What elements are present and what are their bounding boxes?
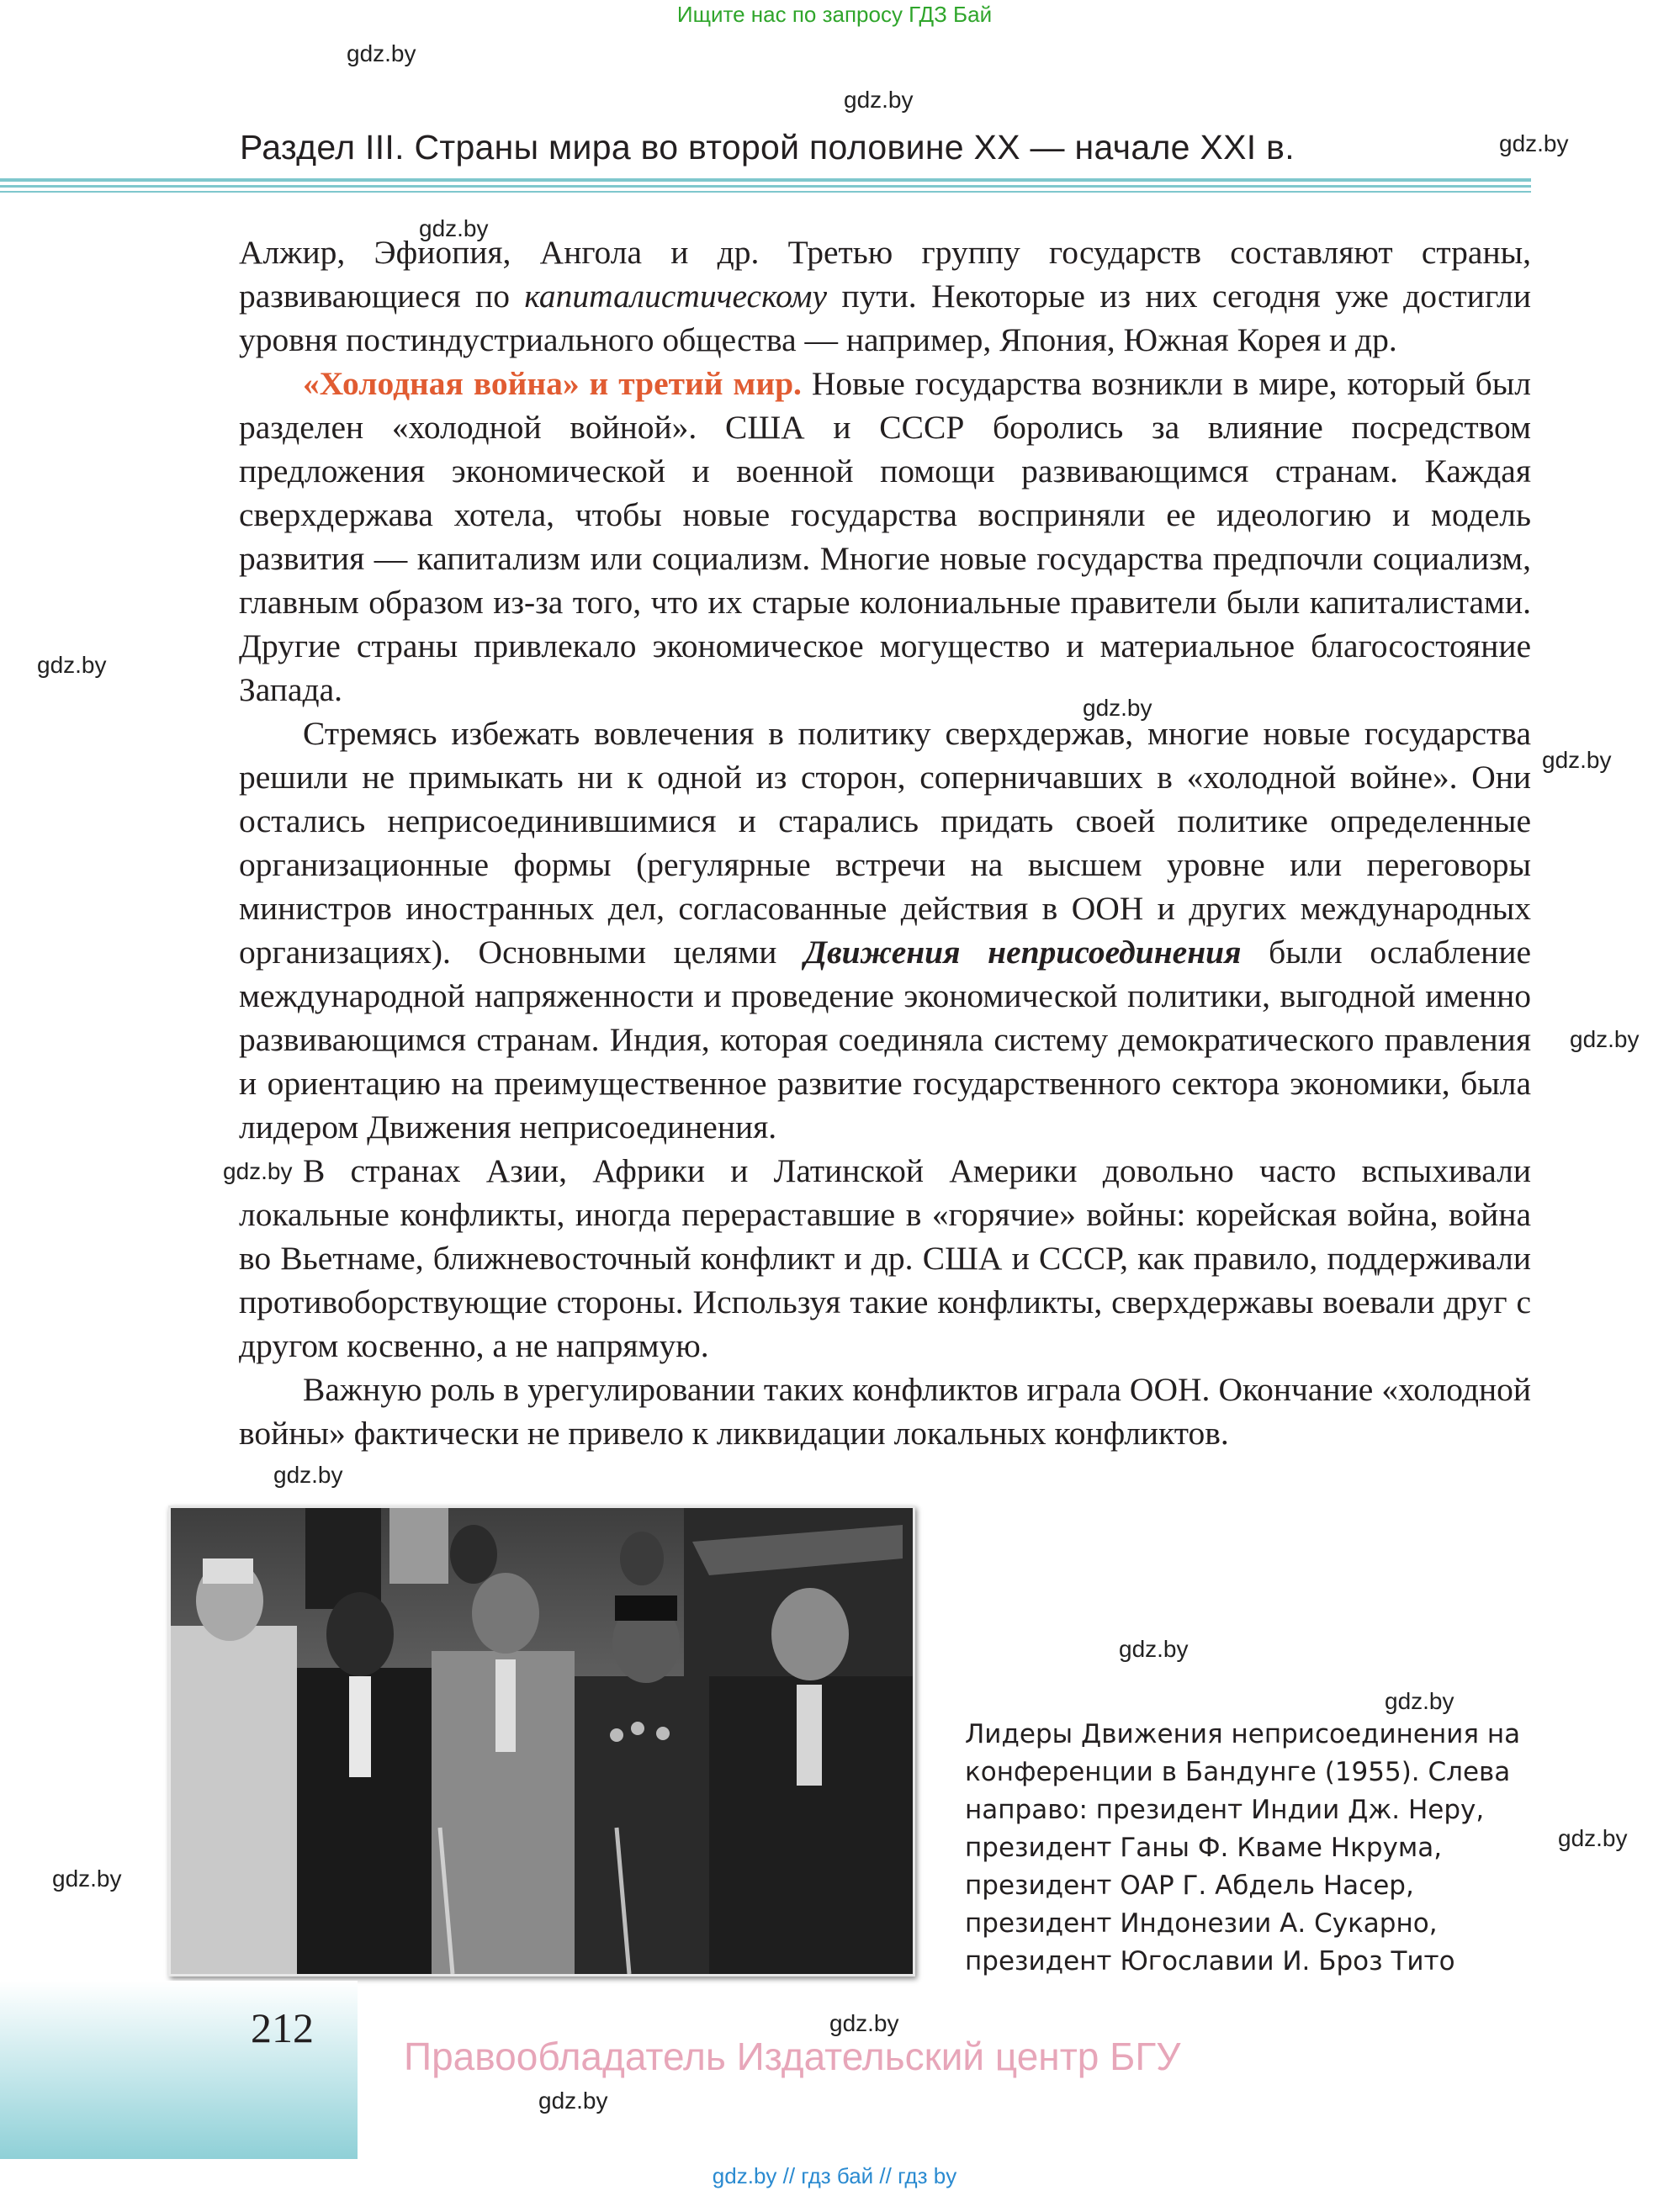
photo-caption	[965, 1716, 1520, 1981]
page-number: 212	[251, 2004, 314, 2051]
paragraph: В странах Азии, Африки и Латинской Америки довольно часто вспыхивали локальные конфликты, иногда перераставшие в «горячие» войны: корейская война, война во Вьетнаме, ближневосточный конфликт и др. США и СССР, как правило, поддерживали противоборствующие стороны. Используя такие конфликты, сверхдержавы воевали друг с другом косвенно, а не напрямую.	[239, 1152, 1531, 1364]
watermark: gdz.by	[347, 40, 416, 66]
header-rule	[0, 178, 1531, 182]
paragraph	[239, 230, 1531, 362]
caption-line: направо: президент Индии Дж. Неру,	[965, 1795, 1485, 1825]
main-text	[239, 230, 1531, 1455]
section-title: Раздел III. Страны мира во второй половине XX — начале XXI в.	[240, 128, 1295, 167]
subheading: «Холодная война» и третий мир.	[303, 365, 802, 402]
watermark: gdz.by	[1558, 1825, 1628, 1851]
search-hint-banner: Ищите нас по запросу ГДЗ Бай	[676, 2, 993, 27]
header-rule	[0, 185, 1531, 188]
watermark: gdz.by	[844, 87, 914, 113]
emphasis: Движения неприсоединения	[804, 934, 1242, 971]
watermark: gdz.by	[223, 1158, 293, 1184]
historical-photo	[168, 1506, 915, 1977]
watermark: gdz.by	[1499, 130, 1569, 156]
watermark: gdz.by	[1119, 1636, 1189, 1662]
emphasis: капиталистическому	[524, 278, 828, 315]
text-run: Новые государства возникли в мире, который был разделен «холодной войной». США и СССР боролись за влияние посредством предложения экономической и военной помощи развивающимся странам. Каждая сверхдержава хотела, чтобы новые государства восприняли ее идеологию и модель развития — капитализм или социализм. Многие новые государства предпочли социализм, главным образом из-за того, что их старые колониальные правители были капиталистами. Другие страны привлекало экономическое могущество и материальное благосостояние Запада.	[239, 365, 1531, 708]
watermark: gdz.by	[1083, 695, 1152, 721]
photo-illustration	[171, 1508, 913, 1974]
text-run: пути. Некоторые из них сегодня уже достигли уровня постиндустриального общества — например, Япония, Южная Корея и др.	[239, 278, 1531, 358]
watermark: gdz.by	[538, 2088, 608, 2114]
caption-line: президент ОАР Г. Абдель Насер,	[965, 1871, 1414, 1901]
watermark: gdz.by	[1542, 747, 1612, 773]
watermark: gdz.by	[273, 1462, 343, 1488]
watermark: gdz.by	[1570, 1026, 1640, 1052]
caption-line: президент Ганы Ф. Кваме Нкрума,	[965, 1833, 1443, 1863]
caption-line: президент Югославии И. Броз Тито	[965, 1946, 1455, 1977]
copyright-holder: Правообладатель Издательский центр БГУ	[404, 2035, 1181, 2078]
paragraph: Важную роль в урегулировании таких конфликтов играла ООН. Окончание «холодной войны» фактически не привело к ликвидации локальных конфликтов.	[239, 1371, 1531, 1452]
text-run: Стремясь избежать вовлечения в политику сверхдержав, многие новые государства решили не примыкать ни к одной из сторон, соперничавших в «холодной войне». Они остались неприсоединившимися и старались придать своей политике определенные организационные формы (регулярные встречи на высшем уровне или переговоры министров иностранных дел, согласованные действия в ООН и других международных организациях). Основными целями	[239, 715, 1531, 971]
caption-line: конференции в Бандунге (1955). Слева	[965, 1757, 1511, 1787]
header-rule	[0, 191, 1531, 193]
watermark: gdz.by	[1385, 1688, 1454, 1714]
watermark: gdz.by	[52, 1865, 122, 1892]
text-run: были ослабление международной напряженности и проведение экономической политики, выгодной именно развивающимся странам. Индия, которая соединяла систему демократического правления и ориентацию на преимущественное развитие государственного сектора экономики, была лидером Движения неприсоединения.	[239, 934, 1531, 1146]
paragraph	[239, 712, 1531, 1149]
watermark: gdz.by	[37, 652, 107, 678]
paragraph	[239, 362, 1531, 712]
caption-line: Лидеры Движения неприсоединения на	[965, 1719, 1521, 1749]
watermark: gdz.by	[419, 215, 489, 241]
footer-links[interactable]: gdz.by // гдз бай // гдз by	[712, 2163, 957, 2188]
watermark: gdz.by	[829, 2010, 899, 2036]
text-run: Алжир, Эфиопия, Ангола и др. Третью группу государств составляют страны, развивающиеся по	[239, 234, 1531, 315]
caption-line: президент Индонезии А. Сукарно,	[965, 1908, 1438, 1939]
